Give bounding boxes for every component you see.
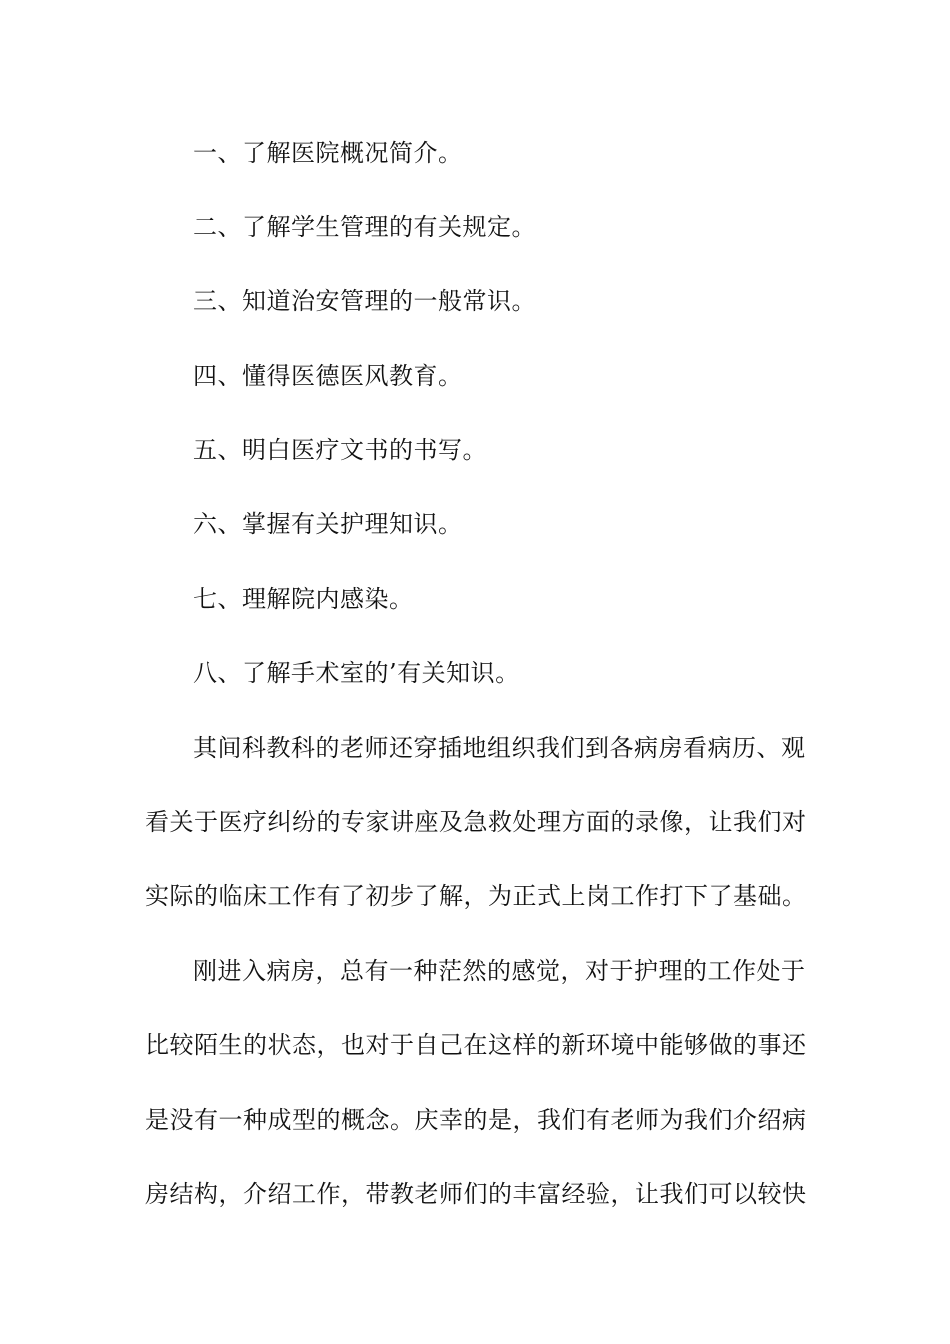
list-item-8: 八、了解手术室的’有关知识。 <box>193 659 520 687</box>
paragraph-1-line-1: 其间科教科的老师还穿插地组织我们到各病房看病历、观 <box>193 734 806 762</box>
list-item-2: 二、了解学生管理的有关规定。 <box>193 213 536 241</box>
paragraph-1-line-3: 实际的临床工作有了初步了解，为正式上岗工作打下了基础。 <box>145 882 807 910</box>
paragraph-2-line-3: 是没有一种成型的概念。庆幸的是，我们有老师为我们介绍病 <box>145 1106 807 1134</box>
list-item-5: 五、明白医疗文书的书写。 <box>193 436 487 464</box>
paragraph-2-line-2: 比较陌生的状态，也对于自己在这样的新环境中能够做的事还 <box>145 1031 807 1059</box>
list-item-4: 四、懂得医德医风教育。 <box>193 362 463 390</box>
list-item-6: 六、掌握有关护理知识。 <box>193 510 463 538</box>
list-item-1: 一、了解医院概况简介。 <box>193 139 463 167</box>
paragraph-2-line-1: 刚进入病房，总有一种茫然的感觉，对于护理的工作处于 <box>193 957 806 985</box>
list-item-3: 三、知道治安管理的一般常识。 <box>193 287 536 315</box>
paragraph-2-line-4: 房结构，介绍工作，带教老师们的丰富经验，让我们可以较快 <box>145 1180 807 1208</box>
paragraph-1-line-2: 看关于医疗纠纷的专家讲座及急救处理方面的录像，让我们对 <box>145 808 807 836</box>
list-item-7: 七、理解院内感染。 <box>193 585 414 613</box>
